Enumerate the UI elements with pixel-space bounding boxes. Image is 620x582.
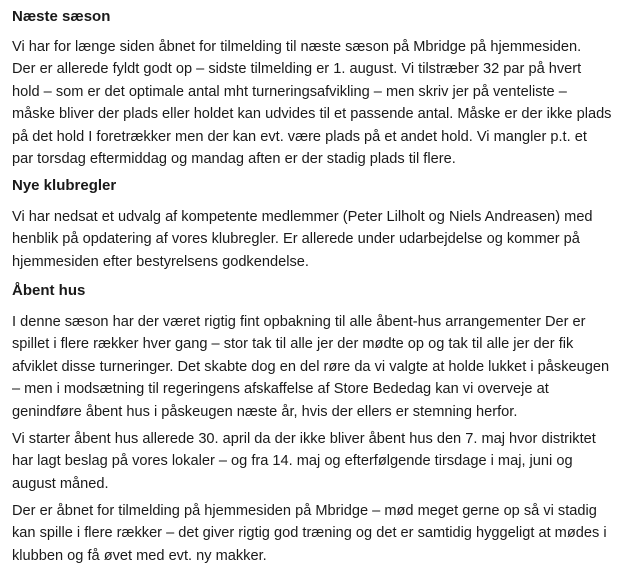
- text-line: måske bliver der plads eller holdet kan udvides til et passende antal. Måske er der ikke plads: [12, 106, 612, 123]
- text-line: Der er åbnet for tilmelding på hjemmesiden på Mbridge – mød meget gerne op så vi stadig: [12, 503, 597, 519]
- text-line: Vi starter åbent hus allerede 30. april da der ikke bliver åbent hus den 7. maj hvor distriktet: [12, 431, 596, 447]
- section-heading-aabent-hus: Åbent hus: [12, 282, 86, 299]
- text-line: afviklet disse turneringer. Det skabte dog en del røre da vi valgte at holde lukket i påskeugen: [12, 358, 610, 375]
- text-line: par torsdag eftermiddag og mandag aften er der stadig plads til flere.: [12, 151, 456, 168]
- text-line: har lagt beslag på vores lokaler – og fra 14. maj og efterfølgende tirsdage i maj, juni og: [12, 453, 573, 470]
- paragraph-aabent-hus-3: [12, 500, 614, 567]
- section-heading-nye-klubregler: Nye klubregler: [12, 177, 117, 194]
- text-line: henblik på opdatering af vores klubregler. Er allerede under udarbejdelse og kommer på: [12, 231, 580, 248]
- text-line: Vi har for længe siden åbnet for tilmelding til næste sæson på Mbridge på hjemmesiden.: [12, 39, 582, 55]
- text-line: spillet i flere rækker hver gang – stor tak til alle jer der mødte op og tak til alle jer der fik: [12, 336, 574, 353]
- text-line: hjemmesiden efter bestyrelsens godkendelse.: [12, 253, 309, 270]
- text-line: Vi har nedsat et udvalg af kompetente medlemmer (Peter Lilholt og Niels Andreasen) med: [12, 209, 593, 225]
- paragraph-naeste-saeson: [12, 36, 614, 170]
- text-line: I denne sæson har der været rigtig fint opbakning til alle åbent-hus arrangementer Der er: [12, 314, 586, 330]
- text-line: hold – som er det optimale antal mht turneringsafvikling – men skriv jer på venteliste –: [12, 83, 567, 100]
- paragraph-aabent-hus-1: [12, 311, 614, 423]
- text-line: på det hold I foretrækker men der kan evt. være plads på et andet hold. Vi mangler p.t. et: [12, 128, 587, 145]
- text-line: Der er allerede fyldt godt op – sidste tilmelding er 1. august. Vi tilstræber 32 par på hvert: [12, 61, 582, 78]
- text-line: – men i modsætning til regeringens afskaffelse af Store Bededag kan vi overveje at: [12, 381, 549, 398]
- section-heading-naeste-saeson: Næste sæson: [12, 8, 111, 25]
- text-line: kan spille i flere rækker – det giver rigtig god træning og det er samtidig hyggeligt at mødes i: [12, 525, 607, 542]
- text-line: klubben og få øvet med evt. ny makker.: [12, 547, 267, 564]
- text-line: august måned.: [12, 475, 109, 492]
- paragraph-aabent-hus-2: [12, 428, 614, 495]
- paragraph-nye-klubregler: [12, 206, 614, 273]
- text-line: genindføre åbent hus i påskeugen næste år, hvis der ellers er stemning herfor.: [12, 403, 518, 420]
